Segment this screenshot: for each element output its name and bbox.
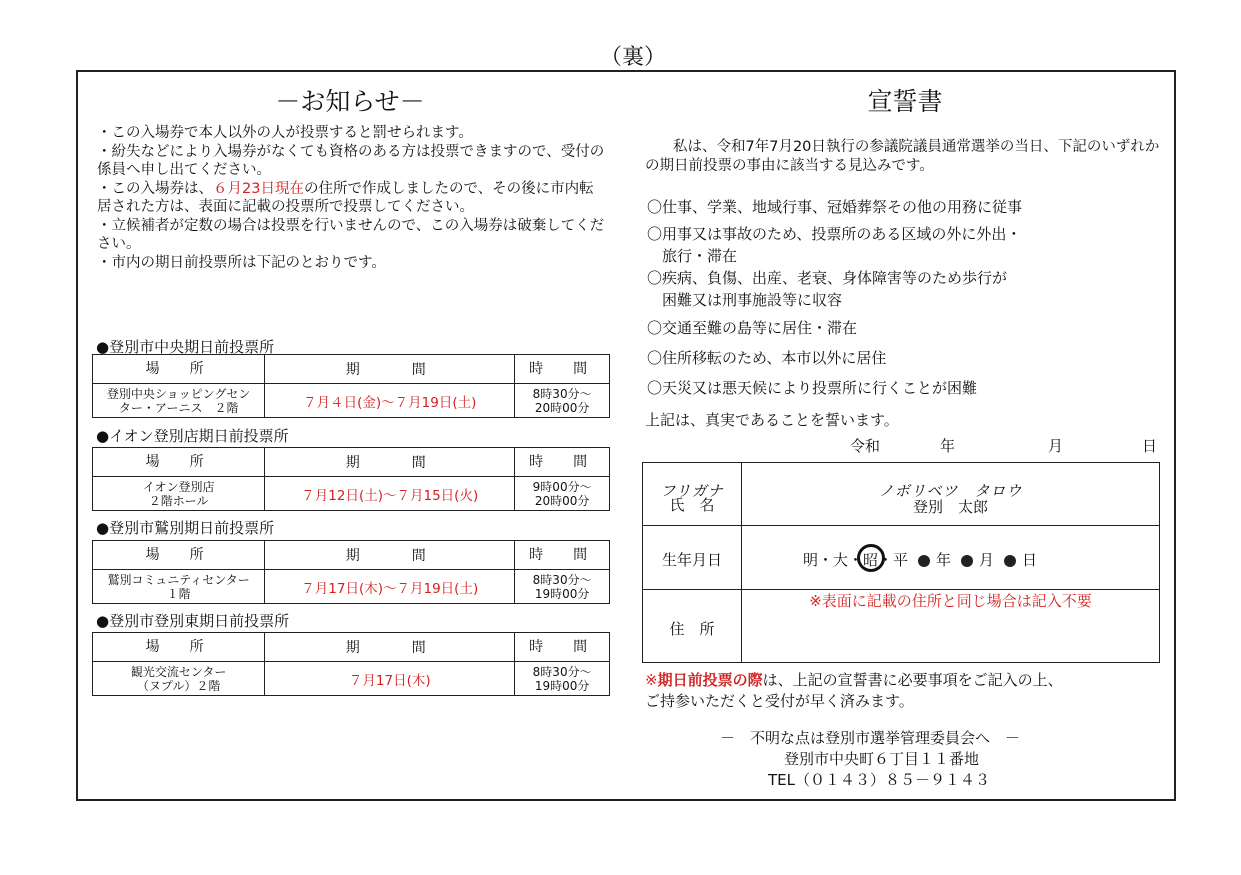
notice-date-highlight: ６月23日現在 [213,180,304,197]
contact-info [720,728,1110,791]
venue-place: 観光交流センター （ヌプル）２階 [93,662,265,696]
address-note: ※表面に記載の住所と同じ場合は記入不要 [809,592,1092,610]
selected-era-circle-icon [857,544,885,572]
venue-time: 9時00分～ 20時00分 [515,477,610,511]
notice-item: ・市内の期日前投票所は下記のとおりです。 [97,254,386,271]
venue-table [92,354,610,418]
header-place: 場 所 [93,355,265,384]
header-place: 場 所 [93,541,265,570]
notice-item [97,180,607,217]
era-options: 明・大・昭・平 [803,551,909,569]
header-place: 場 所 [93,448,265,477]
venue-title: ●登別市登別東期日前投票所 [96,612,290,630]
venue-place: 鷲別コミュニティセンター １階 [93,570,265,604]
venue-period: ７月17日(木) [265,662,515,696]
name-label: 氏 名 [669,496,715,514]
contact-heading: － 不明な点は登別市選挙管理委員会へ － [720,729,1021,747]
reason-item: 〇天災又は悪天候により投票所に行くことが困難 [647,379,978,397]
reason-item: 困難又は刑事施設等に収容 [647,291,843,309]
header-period: 期 間 [265,448,515,477]
filled-dot-icon [1004,555,1016,567]
furigana-label: フリガナ [660,482,724,500]
address-label: 住 所 [669,620,715,638]
name-furigana: ノボリベツ タロウ [878,482,1023,500]
header-time: 時 間 [515,633,610,662]
notice-text: ・この入場券は、 [97,180,213,197]
header-period: 期 間 [265,633,515,662]
birth-month-label: 月 [979,551,995,569]
pledge-form [642,462,1160,663]
reason-item: 〇住所移転のため、本市以外に居住 [647,349,887,367]
page-side-label: （裏） [600,45,667,70]
venue-period: ７月17日(木)～７月19日(土) [265,570,515,604]
venue-table [92,540,610,604]
header-period: 期 間 [265,355,515,384]
submission-note [645,670,1170,712]
venue-table [92,447,610,511]
reason-item: 〇仕事、学業、地域行事、冠婚葬祭その他の用務に従事 [647,198,1023,216]
note-highlight: 期日前投票の際 [657,671,763,689]
note-text: は、上記の宣誓書に必要事項をご記入の上、 [762,671,1063,689]
notice-title: －お知らせ－ [275,87,425,116]
note-text: ご持参いただくと受付が早く済みます。 [645,692,914,710]
venue-title: ●イオン登別店期日前投票所 [96,427,289,445]
contact-phone: TEL（０１４３）８５－９１４３ [768,771,990,789]
reason-item: 〇用事又は事故のため、投票所のある区域の外に外出・ [647,225,1022,243]
reason-item: 〇疾病、負傷、出産、老衰、身体障害等のため歩行が [647,269,1008,287]
venue-period: ７月４日(金)～７月19日(土) [265,384,515,418]
date-month: 月 [1048,437,1064,455]
filled-dot-icon [918,555,930,567]
date-day: 日 [1142,437,1158,455]
venue-table [92,632,610,696]
contact-address: 登別市中央町６丁目１１番地 [784,750,980,768]
venue-title: ●登別市中央期日前投票所 [96,338,275,356]
header-period: 期 間 [265,541,515,570]
birth-year-label: 年 [936,551,952,569]
note-mark: ※ [645,671,658,689]
birth-day-label: 日 [1022,551,1038,569]
date-era: 令和 [850,437,881,455]
reason-item: 〇交通至難の島等に居住・滞在 [647,319,858,337]
pledge-text: 私は、令和7年7月20日執行の参議院議員通常選挙の当日、下記のいずれかの期日前投票の事由に該当する見込みです。 [645,139,1160,174]
venue-title: ●登別市鷲別期日前投票所 [96,519,275,537]
header-time: 時 間 [515,448,610,477]
venue-time: 8時30分～ 19時00分 [515,662,610,696]
swear-statement: 上記は、真実であることを誓います。 [645,411,899,429]
header-time: 時 間 [515,355,610,384]
venue-place: イオン登別店 ２階ホール [93,477,265,511]
notice-text: の住所で作成しましたので、その後に市内転居された方は、表面に記載の投票所で投票してください。 [97,180,594,215]
venue-place: 登別中央ショッピングセン ター・アーニス ２階 [93,384,265,418]
date-year: 年 [940,437,956,455]
reason-item: 旅行・滞在 [647,247,738,265]
notice-list [97,124,607,272]
filled-dot-icon [961,555,973,567]
venue-period: ７月12日(土)～７月15日(火) [265,477,515,511]
pledge-title: 宣誓書 [867,87,943,116]
header-time: 時 間 [515,541,610,570]
name-field[interactable]: 登別 太郎 [912,498,988,516]
venue-time: 8時30分～ 19時00分 [515,570,610,604]
notice-item: ・この入場券で本人以外の人が投票すると罰せられます。 [97,125,473,141]
header-place: 場 所 [93,633,265,662]
venue-time: 8時30分～ 20時00分 [515,384,610,418]
notice-item: ・紛失などにより入場券がなくても資格のある方は投票できますので、受付の係員へ申し出てください。 [97,143,605,178]
birthdate-label: 生年月日 [661,551,722,569]
notice-item: ・立候補者が定数の場合は投票を行いませんので、この入場券は破棄してください。 [97,217,605,252]
pledge-statement [645,138,1170,175]
